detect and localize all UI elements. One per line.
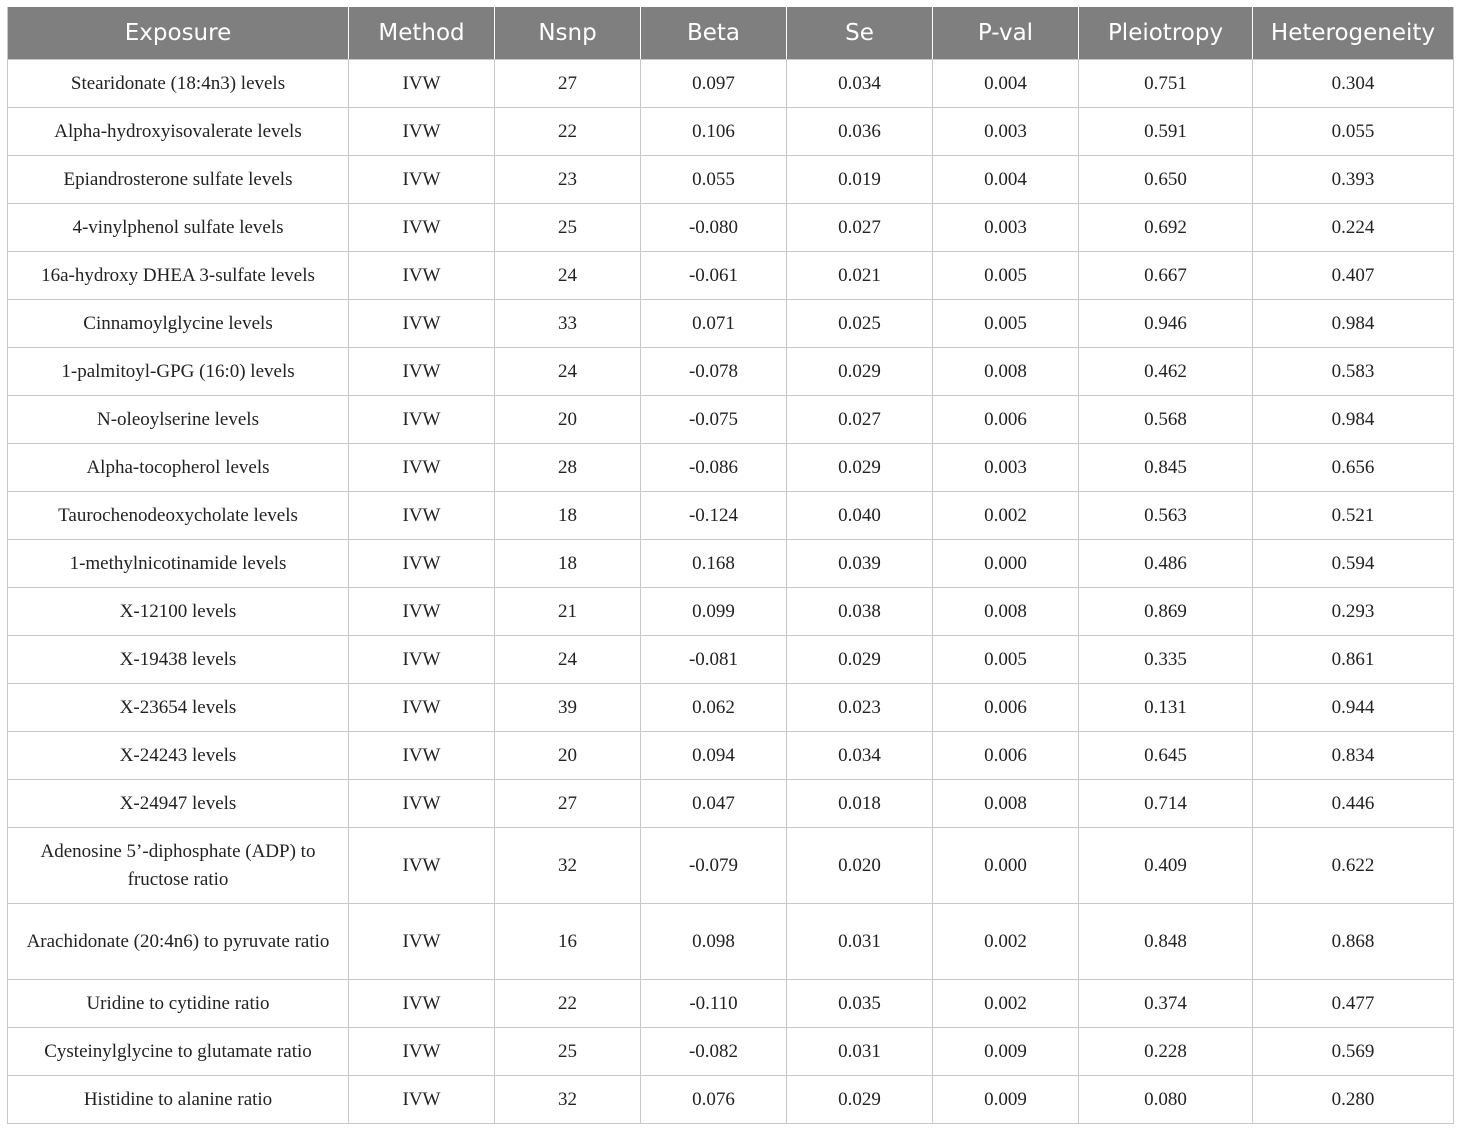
cell-heterogeneity: 0.407 [1253, 252, 1454, 300]
cell-pleiotropy: 0.751 [1079, 60, 1253, 108]
cell-method: IVW [349, 980, 495, 1028]
column-header-pleiotropy: Pleiotropy [1079, 7, 1253, 60]
cell-exposure: Alpha-tocopherol levels [8, 444, 349, 492]
cell-heterogeneity: 0.583 [1253, 348, 1454, 396]
table-row [8, 108, 1454, 156]
cell-heterogeneity: 0.280 [1253, 1076, 1454, 1124]
cell-beta: -0.081 [641, 636, 787, 684]
table-row [8, 828, 1454, 904]
cell-pleiotropy: 0.080 [1079, 1076, 1253, 1124]
cell-heterogeneity: 0.393 [1253, 156, 1454, 204]
cell-pleiotropy: 0.845 [1079, 444, 1253, 492]
cell-pleiotropy: 0.946 [1079, 300, 1253, 348]
cell-nsnp: 25 [495, 204, 641, 252]
mr-results-table [7, 7, 1454, 1124]
cell-beta: -0.079 [641, 828, 787, 904]
column-header-se: Se [787, 7, 933, 60]
cell-pleiotropy: 0.650 [1079, 156, 1253, 204]
cell-nsnp: 20 [495, 732, 641, 780]
table-row [8, 904, 1454, 980]
cell-nsnp: 21 [495, 588, 641, 636]
cell-heterogeneity: 0.521 [1253, 492, 1454, 540]
cell-p-val: 0.008 [933, 348, 1079, 396]
cell-heterogeneity: 0.656 [1253, 444, 1454, 492]
cell-beta: -0.080 [641, 204, 787, 252]
cell-p-val: 0.005 [933, 252, 1079, 300]
cell-p-val: 0.003 [933, 444, 1079, 492]
cell-exposure: X-12100 levels [8, 588, 349, 636]
cell-beta: -0.082 [641, 1028, 787, 1076]
cell-exposure: 1-palmitoyl-GPG (16:0) levels [8, 348, 349, 396]
cell-p-val: 0.002 [933, 492, 1079, 540]
cell-exposure: Stearidonate (18:4n3) levels [8, 60, 349, 108]
cell-method: IVW [349, 540, 495, 588]
cell-nsnp: 20 [495, 396, 641, 444]
cell-nsnp: 22 [495, 108, 641, 156]
cell-pleiotropy: 0.335 [1079, 636, 1253, 684]
cell-se: 0.036 [787, 108, 933, 156]
cell-exposure: Taurochenodeoxycholate levels [8, 492, 349, 540]
cell-nsnp: 28 [495, 444, 641, 492]
table-row [8, 732, 1454, 780]
table-row [8, 1076, 1454, 1124]
cell-heterogeneity: 0.944 [1253, 684, 1454, 732]
cell-p-val: 0.005 [933, 300, 1079, 348]
cell-method: IVW [349, 780, 495, 828]
cell-beta: 0.168 [641, 540, 787, 588]
cell-beta: 0.055 [641, 156, 787, 204]
cell-exposure: 4-vinylphenol sulfate levels [8, 204, 349, 252]
cell-pleiotropy: 0.374 [1079, 980, 1253, 1028]
cell-pleiotropy: 0.409 [1079, 828, 1253, 904]
cell-beta: -0.075 [641, 396, 787, 444]
cell-method: IVW [349, 904, 495, 980]
cell-se: 0.029 [787, 348, 933, 396]
cell-exposure: Arachidonate (20:4n6) to pyruvate ratio [8, 904, 349, 980]
table-row [8, 636, 1454, 684]
table-row [8, 252, 1454, 300]
cell-pleiotropy: 0.131 [1079, 684, 1253, 732]
cell-method: IVW [349, 1028, 495, 1076]
cell-exposure: Epiandrosterone sulfate levels [8, 156, 349, 204]
cell-heterogeneity: 0.446 [1253, 780, 1454, 828]
cell-method: IVW [349, 252, 495, 300]
cell-se: 0.018 [787, 780, 933, 828]
cell-p-val: 0.003 [933, 204, 1079, 252]
cell-beta: -0.078 [641, 348, 787, 396]
cell-method: IVW [349, 156, 495, 204]
cell-heterogeneity: 0.569 [1253, 1028, 1454, 1076]
table-row [8, 348, 1454, 396]
table-row [8, 684, 1454, 732]
cell-se: 0.023 [787, 684, 933, 732]
column-header-nsnp: Nsnp [495, 7, 641, 60]
cell-p-val: 0.006 [933, 396, 1079, 444]
cell-beta: 0.099 [641, 588, 787, 636]
cell-p-val: 0.004 [933, 156, 1079, 204]
cell-se: 0.019 [787, 156, 933, 204]
table-row [8, 492, 1454, 540]
cell-exposure: Cinnamoylglycine levels [8, 300, 349, 348]
cell-se: 0.029 [787, 444, 933, 492]
cell-heterogeneity: 0.055 [1253, 108, 1454, 156]
cell-pleiotropy: 0.714 [1079, 780, 1253, 828]
cell-nsnp: 24 [495, 348, 641, 396]
table-row [8, 780, 1454, 828]
cell-nsnp: 16 [495, 904, 641, 980]
cell-se: 0.039 [787, 540, 933, 588]
column-header-beta: Beta [641, 7, 787, 60]
table-row [8, 1028, 1454, 1076]
cell-p-val: 0.002 [933, 980, 1079, 1028]
table-body [8, 60, 1454, 1124]
cell-beta: 0.062 [641, 684, 787, 732]
cell-pleiotropy: 0.563 [1079, 492, 1253, 540]
cell-p-val: 0.009 [933, 1028, 1079, 1076]
cell-nsnp: 27 [495, 780, 641, 828]
cell-se: 0.020 [787, 828, 933, 904]
cell-nsnp: 33 [495, 300, 641, 348]
cell-pleiotropy: 0.568 [1079, 396, 1253, 444]
cell-method: IVW [349, 348, 495, 396]
cell-exposure: X-23654 levels [8, 684, 349, 732]
cell-exposure: Alpha-hydroxyisovalerate levels [8, 108, 349, 156]
cell-beta: 0.106 [641, 108, 787, 156]
cell-exposure: X-19438 levels [8, 636, 349, 684]
cell-method: IVW [349, 108, 495, 156]
cell-nsnp: 23 [495, 156, 641, 204]
cell-heterogeneity: 0.622 [1253, 828, 1454, 904]
cell-heterogeneity: 0.984 [1253, 396, 1454, 444]
cell-pleiotropy: 0.692 [1079, 204, 1253, 252]
column-header-method: Method [349, 7, 495, 60]
cell-heterogeneity: 0.984 [1253, 300, 1454, 348]
cell-beta: 0.071 [641, 300, 787, 348]
cell-exposure: Histidine to alanine ratio [8, 1076, 349, 1124]
cell-method: IVW [349, 684, 495, 732]
cell-pleiotropy: 0.486 [1079, 540, 1253, 588]
cell-se: 0.040 [787, 492, 933, 540]
cell-p-val: 0.002 [933, 904, 1079, 980]
cell-method: IVW [349, 444, 495, 492]
cell-p-val: 0.009 [933, 1076, 1079, 1124]
cell-method: IVW [349, 1076, 495, 1124]
cell-se: 0.029 [787, 1076, 933, 1124]
cell-nsnp: 39 [495, 684, 641, 732]
cell-p-val: 0.008 [933, 588, 1079, 636]
cell-method: IVW [349, 828, 495, 904]
cell-exposure: Cysteinylglycine to glutamate ratio [8, 1028, 349, 1076]
cell-pleiotropy: 0.848 [1079, 904, 1253, 980]
cell-se: 0.029 [787, 636, 933, 684]
cell-nsnp: 18 [495, 492, 641, 540]
cell-method: IVW [349, 300, 495, 348]
cell-beta: -0.110 [641, 980, 787, 1028]
cell-method: IVW [349, 492, 495, 540]
table-header [8, 7, 1454, 60]
cell-exposure: 16a-hydroxy DHEA 3-sulfate levels [8, 252, 349, 300]
column-header-exposure: Exposure [8, 7, 349, 60]
table-row [8, 156, 1454, 204]
cell-exposure: Adenosine 5’-diphosphate (ADP) to fructose ratio [8, 828, 349, 904]
table-row [8, 980, 1454, 1028]
cell-heterogeneity: 0.594 [1253, 540, 1454, 588]
cell-exposure: N-oleoylserine levels [8, 396, 349, 444]
cell-se: 0.034 [787, 732, 933, 780]
cell-heterogeneity: 0.868 [1253, 904, 1454, 980]
cell-se: 0.027 [787, 396, 933, 444]
cell-se: 0.031 [787, 1028, 933, 1076]
cell-p-val: 0.000 [933, 540, 1079, 588]
cell-beta: -0.061 [641, 252, 787, 300]
cell-exposure: X-24243 levels [8, 732, 349, 780]
table-row [8, 60, 1454, 108]
cell-p-val: 0.008 [933, 780, 1079, 828]
header-row [8, 7, 1454, 60]
cell-p-val: 0.000 [933, 828, 1079, 904]
cell-beta: 0.047 [641, 780, 787, 828]
cell-exposure: Uridine to cytidine ratio [8, 980, 349, 1028]
table-row [8, 204, 1454, 252]
cell-p-val: 0.006 [933, 684, 1079, 732]
cell-heterogeneity: 0.304 [1253, 60, 1454, 108]
table-row [8, 444, 1454, 492]
cell-nsnp: 32 [495, 1076, 641, 1124]
cell-beta: 0.098 [641, 904, 787, 980]
cell-heterogeneity: 0.477 [1253, 980, 1454, 1028]
cell-nsnp: 25 [495, 1028, 641, 1076]
cell-se: 0.021 [787, 252, 933, 300]
cell-heterogeneity: 0.224 [1253, 204, 1454, 252]
cell-beta: 0.076 [641, 1076, 787, 1124]
table-row [8, 540, 1454, 588]
cell-se: 0.038 [787, 588, 933, 636]
table-row [8, 300, 1454, 348]
cell-method: IVW [349, 60, 495, 108]
cell-p-val: 0.003 [933, 108, 1079, 156]
cell-heterogeneity: 0.293 [1253, 588, 1454, 636]
column-header-p-val: P-val [933, 7, 1079, 60]
cell-pleiotropy: 0.591 [1079, 108, 1253, 156]
cell-nsnp: 18 [495, 540, 641, 588]
cell-pleiotropy: 0.462 [1079, 348, 1253, 396]
cell-exposure: 1-methylnicotinamide levels [8, 540, 349, 588]
cell-p-val: 0.006 [933, 732, 1079, 780]
cell-p-val: 0.005 [933, 636, 1079, 684]
cell-nsnp: 24 [495, 252, 641, 300]
table-row [8, 588, 1454, 636]
cell-pleiotropy: 0.228 [1079, 1028, 1253, 1076]
cell-beta: 0.094 [641, 732, 787, 780]
cell-se: 0.027 [787, 204, 933, 252]
table-row [8, 396, 1454, 444]
cell-nsnp: 27 [495, 60, 641, 108]
cell-method: IVW [349, 588, 495, 636]
cell-se: 0.025 [787, 300, 933, 348]
cell-pleiotropy: 0.869 [1079, 588, 1253, 636]
cell-se: 0.035 [787, 980, 933, 1028]
cell-beta: -0.086 [641, 444, 787, 492]
cell-nsnp: 24 [495, 636, 641, 684]
cell-heterogeneity: 0.861 [1253, 636, 1454, 684]
cell-beta: 0.097 [641, 60, 787, 108]
results-table-container [7, 7, 1453, 1124]
cell-exposure: X-24947 levels [8, 780, 349, 828]
cell-beta: -0.124 [641, 492, 787, 540]
cell-nsnp: 32 [495, 828, 641, 904]
cell-pleiotropy: 0.645 [1079, 732, 1253, 780]
cell-se: 0.031 [787, 904, 933, 980]
column-header-heterogeneity: Heterogeneity [1253, 7, 1454, 60]
cell-method: IVW [349, 204, 495, 252]
cell-p-val: 0.004 [933, 60, 1079, 108]
cell-se: 0.034 [787, 60, 933, 108]
cell-pleiotropy: 0.667 [1079, 252, 1253, 300]
cell-method: IVW [349, 732, 495, 780]
cell-heterogeneity: 0.834 [1253, 732, 1454, 780]
cell-method: IVW [349, 636, 495, 684]
cell-nsnp: 22 [495, 980, 641, 1028]
cell-method: IVW [349, 396, 495, 444]
